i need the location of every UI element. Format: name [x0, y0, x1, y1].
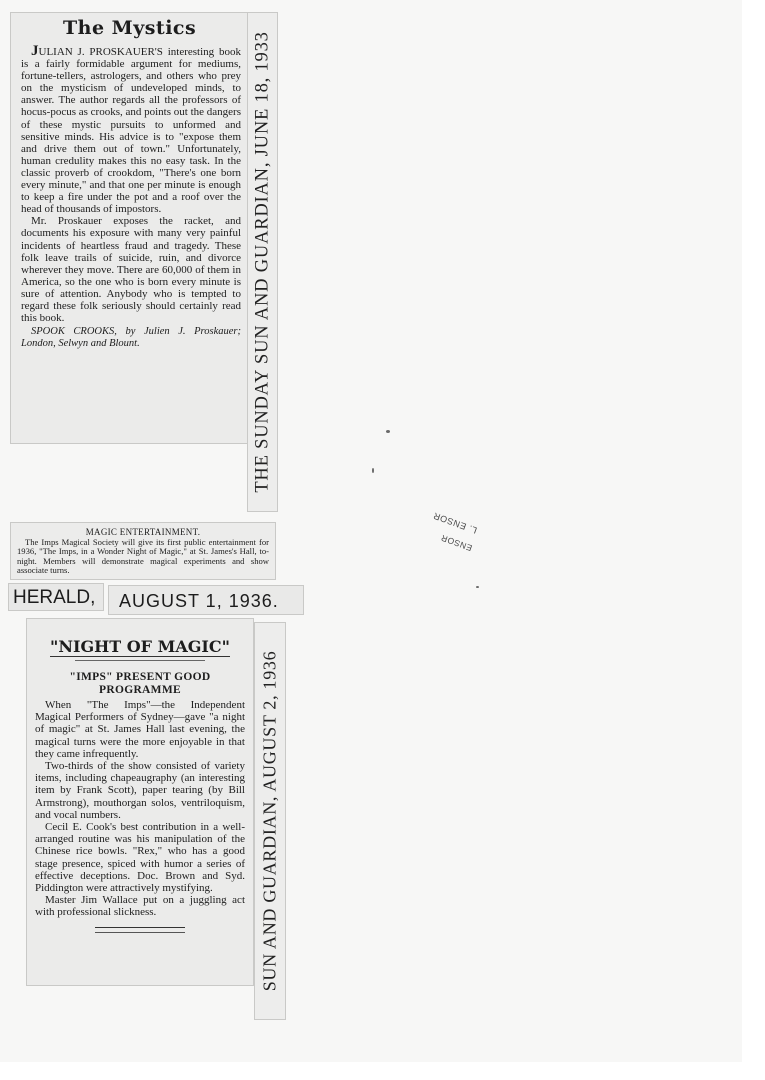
- paper-speck: [476, 586, 479, 588]
- headline-text: "NIGHT OF MAGIC": [50, 637, 230, 656]
- clipping-headline: The Mystics: [63, 17, 197, 39]
- paragraph-text: ULIAN J. PROSKAUER'S interesting book is a fairly formidable argument for mediums, fortune-tellers, astrologers, and others who prey on the mysticism of undeveloped minds, to answer. The author regards all the professors of hocus-pocus as crooks, and points out the dangers of these mystic pursuits to unformed and sensitive minds. His advice is to "expose them and drive them out of town." Unfortunately, human credulity makes this no easy task. In the classic proverb of crookdom, "There's one born every minute," and that one per minute is enough to keep a fire under the pot and a roof over the head of thousands of impostors.: [21, 46, 241, 216]
- clipping-body: [21, 45, 241, 350]
- clipping-night-of-magic: [26, 618, 254, 986]
- clipping-text: The Imps Magical Society will give its first public entertainment for 1936, "The Imps, in a Wonder Night of Magic," at St. James's Hall, to-night. Members will demonstrate magical experiments and show associate turns.: [17, 537, 269, 576]
- paragraph: Mr. Proskauer exposes the racket, and documents his exposure with many very painful incidents of heartless fraud and tragedy. These folk leave trails of suicide, ruin, and divorce wherever they move. There are 60,000 of them in America, so the one who is born every minute is sure of attention. Anybody who is tempted to regard these folk seriously should certainly read this book.: [21, 215, 241, 325]
- clipping-heading: MAGIC ENTERTAINMENT.: [85, 527, 201, 537]
- dateline-text: THE SUNDAY SUN AND GUARDIAN, JUNE 18, 1933: [252, 31, 272, 493]
- paragraph: Master Jim Wallace put on a juggling act with professional slickness.: [35, 894, 245, 919]
- dateline-text: SUN AND GUARDIAN, AUGUST 2, 1936: [259, 650, 280, 992]
- clipping-magic-entertainment: [10, 522, 276, 580]
- owner-stamp: [418, 498, 508, 578]
- paragraph: Two-thirds of the show consisted of variety items, including chapeaugraphy (an interesting item by Frank Scott), paper tearing (by Bill Armstrong), mouthorgan solos, ventriloquism, and vocal numbers.: [35, 760, 245, 821]
- newspaper-dateline-strip: [247, 12, 278, 512]
- drop-cap: J: [31, 43, 39, 59]
- clipping-the-mystics: [10, 12, 250, 444]
- page-margin: [742, 0, 765, 1080]
- clipping-body: [35, 699, 245, 919]
- paragraph: Cecil E. Cook's best contribution in a well-arranged routine was his manipulation of the Chinese rice bowls. "Rex," who has a good stage presence, spiced with humor a series of effective deceptions. Doc. Brown and Syd. Piddington were attractively mystifying.: [35, 821, 245, 895]
- paragraph: [21, 45, 241, 215]
- page-margin-bottom: [0, 1062, 765, 1080]
- paragraph: When "The Imps"—the Independent Magical Performers of Sydney—gave "a night of magic" at St. James Hall last evening, the magical turns were the more enjoyable in that they came infrequently.: [35, 699, 245, 760]
- divider: [75, 660, 205, 661]
- paper-speck: [386, 430, 390, 433]
- clipping-headline: [35, 637, 245, 656]
- clipping-subheadline: "IMPS" PRESENT GOOD PROGRAMME: [69, 671, 211, 696]
- newspaper-dateline-strip: [254, 622, 286, 1020]
- book-credit: SPOOK CROOKS, by Julien J. Proskauer; London, Selwyn and Blount.: [21, 326, 241, 350]
- stamp-line: ENSOR: [439, 532, 474, 554]
- paper-speck: [372, 468, 374, 473]
- end-rule: [95, 927, 185, 933]
- herald-label: HERALD,: [8, 583, 104, 611]
- stamp-line: L. ENSOR: [431, 510, 479, 536]
- date-label: AUGUST 1, 1936.: [108, 585, 304, 615]
